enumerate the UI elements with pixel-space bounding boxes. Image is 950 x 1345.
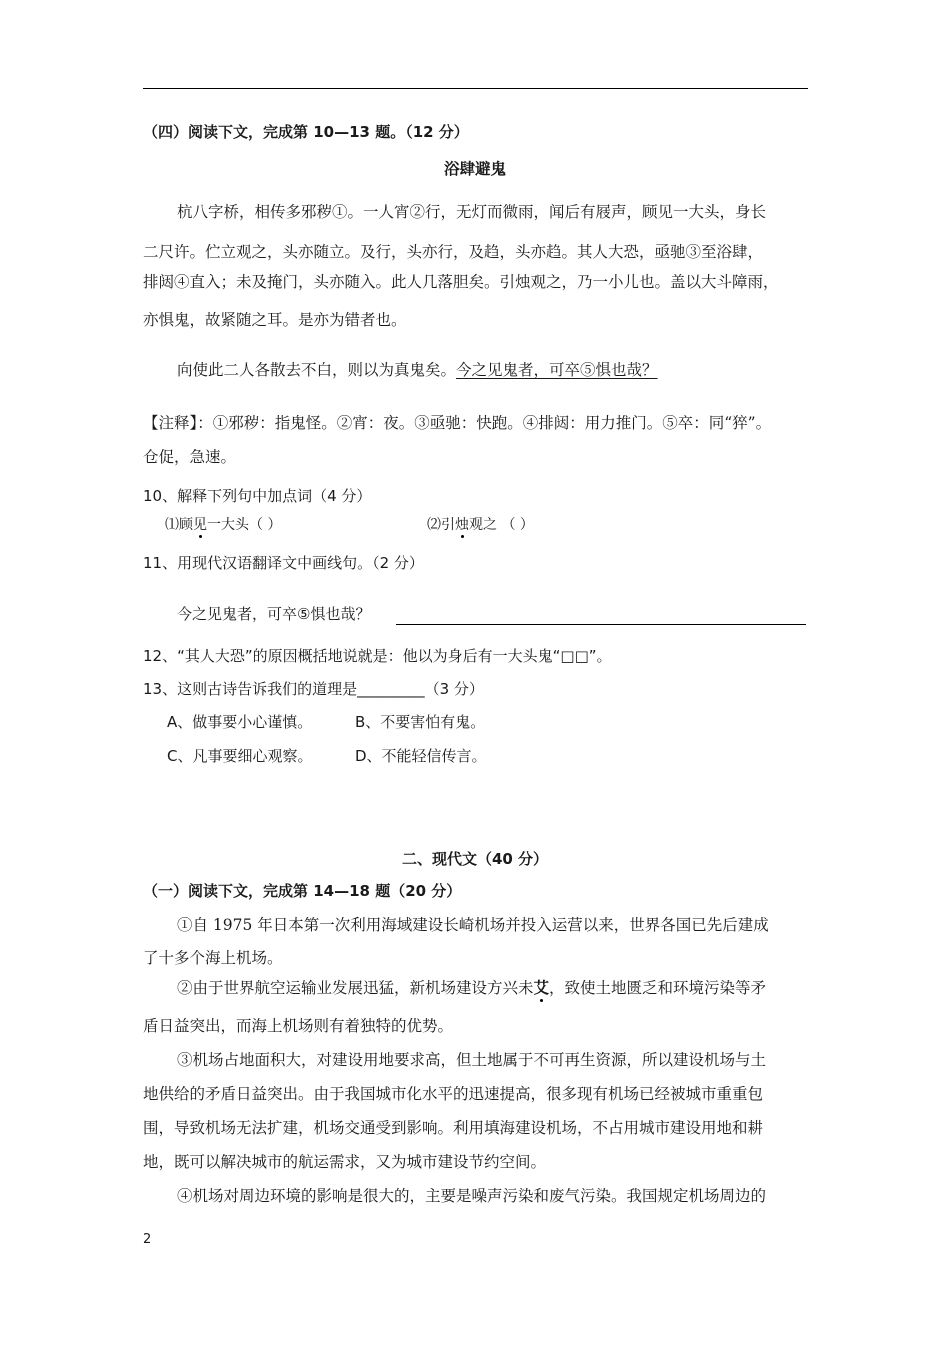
question-12: 12、“其人大恐”的原因概括地说就是：他以为身后有一大头鬼“□□”。 — [143, 647, 612, 665]
annotation-line: 仓促，急速。 — [143, 448, 237, 466]
q10-1-suffix: 一大头（ ） — [207, 517, 282, 533]
paragraph-line — [177, 978, 766, 998]
paragraph-line: ④机场对周边环境的影响是很大的，主要是噪声污染和废气污染。我国规定机场周边的 — [177, 1187, 767, 1205]
passage-line: 杭八字桥，相传多邪秽①。一人宵②行，无灯而微雨，闻后有屐声，顾见一大头，身长 — [177, 203, 767, 221]
q10-1-prefix: ⑴顾 — [165, 517, 193, 533]
paragraph-text: ②由于世界航空运输业发展迅猛，新机场建设方兴未 — [177, 979, 534, 997]
question-11: 11、用现代汉语翻译文中画线句。（2 分） — [143, 554, 424, 572]
page-number: 2 — [143, 1232, 152, 1247]
question-11-sentence: 今之见鬼者，可卒⑤惧也哉？ — [177, 605, 371, 623]
sub-section-heading: （一）阅读下文，完成第 14—18 题（20 分） — [143, 882, 462, 900]
passage-line — [177, 360, 658, 380]
passage-plain-text: 向使此二人各散去不白，则以为真鬼矣。 — [177, 361, 457, 379]
q10-2-prefix: ⑵引 — [427, 517, 455, 533]
dotted-word: 艾 — [533, 978, 550, 997]
paragraph-text: ，致使土地匮乏和环境污染等矛 — [549, 979, 767, 997]
paragraph-line: 地供给的矛盾日益突出。由于我国城市化水平的迅速提高，很多现有机场已经被城市重重包 — [143, 1085, 764, 1103]
option-a: A、做事要小心谨慎。 — [167, 713, 313, 731]
option-b: B、不要害怕有鬼。 — [355, 713, 486, 731]
section-title: 二、现代文（40 分） — [401, 850, 549, 868]
annotation-line: 【注释】：①邪秽：指鬼怪。②宵：夜。③亟驰：快跑。④排闼：用力推门。⑤卒：同“猝”。 — [143, 414, 772, 432]
question-10-item-2 — [427, 515, 534, 535]
question-13: 13、这则古诗告诉我们的道理是_________（3 分） — [143, 680, 484, 698]
question-10-item-1 — [165, 515, 281, 535]
dotted-word: 见 — [193, 517, 207, 533]
paragraph-line: ③机场占地面积大，对建设用地要求高，但土地属于不可再生资源，所以建设机场与土 — [177, 1051, 767, 1069]
passage-title: 浴肆避鬼 — [443, 160, 506, 178]
header-rule — [143, 88, 808, 89]
question-10: 10、解释下列句中加点词（4 分） — [143, 487, 372, 505]
dotted-word: 烛 — [455, 517, 469, 533]
section-heading: （四）阅读下文，完成第 10—13 题。（12 分） — [143, 123, 469, 141]
paragraph-line: ①自 1975 年日本第一次利用海域建设长崎机场并投入运营以来，世界各国已先后建成 — [177, 916, 769, 934]
paragraph-line: 地，既可以解决城市的航运需求，又为城市建设节约空间。 — [143, 1153, 547, 1171]
q10-2-suffix: 观之 （ ） — [469, 517, 534, 533]
passage-line: 亦惧鬼，故紧随之耳。是亦为错者也。 — [143, 311, 407, 329]
paragraph-line: 围，导致机场无法扩建，机场交通受到影响。利用填海建设机场，不占用城市建设用地和耕 — [143, 1119, 764, 1137]
option-c: C、凡事要细心观察。 — [167, 747, 313, 765]
paragraph-line: 盾日益突出，而海上机场则有着独特的优势。 — [143, 1017, 454, 1035]
passage-line: 排闼④直入；未及掩门，头亦随入。此人几落胆矣。引烛观之，乃一小儿也。盖以大斗障雨， — [143, 273, 779, 291]
underlined-sentence: 今之见鬼者，可卒⑤惧也哉？ — [456, 361, 658, 379]
passage-line: 二尺许。伫立观之，头亦随立。及行，头亦行，及趋，头亦趋。其人大恐，亟驰③至浴肆， — [143, 243, 764, 261]
paragraph-line: 了十多个海上机场。 — [143, 949, 283, 967]
answer-blank-line[interactable] — [396, 624, 806, 625]
option-d: D、不能轻信传言。 — [355, 747, 487, 765]
